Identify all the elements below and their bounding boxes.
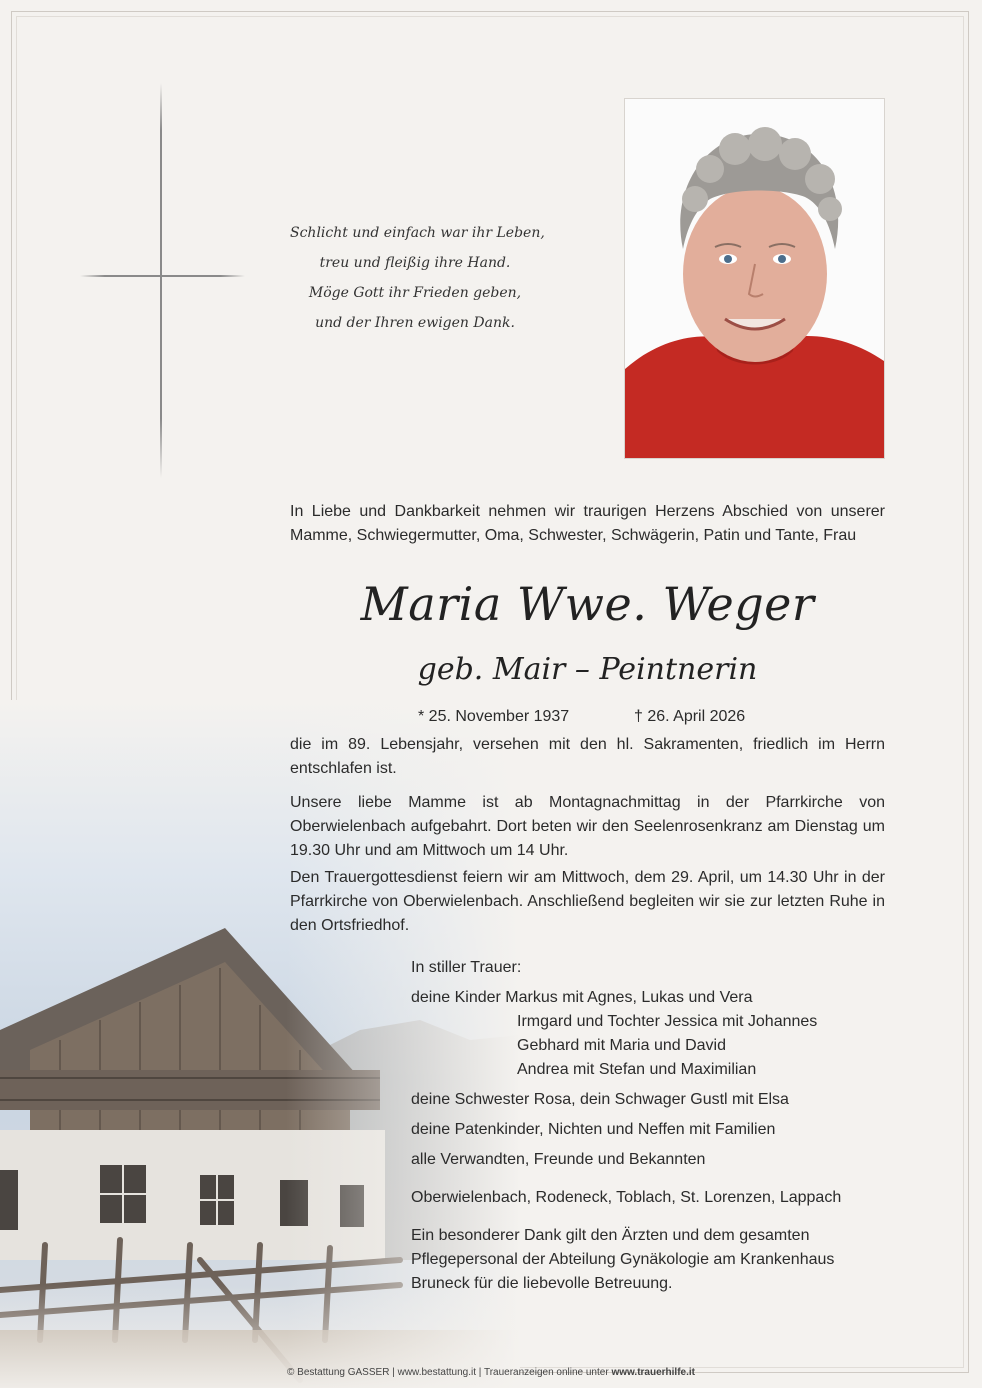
thanks-line: Ein besonderer Dank gilt den Ärzten und dem gesamten	[411, 1227, 810, 1244]
mourner-line: Gebhard mit Maria und David	[517, 1037, 726, 1054]
birth-date: * 25. November 1937	[418, 708, 570, 725]
mourner-line: Andrea mit Stefan und Maximilian	[517, 1061, 757, 1078]
poem-line: treu und fleißig ihre Hand.	[319, 255, 511, 271]
footer-site-link[interactable]: www.bestattung.it	[397, 1367, 476, 1378]
footer-online-link[interactable]: www.trauerhilfe.it	[611, 1367, 695, 1378]
mourners-heading: In stiller Trauer:	[411, 959, 522, 976]
mourner-line: Irmgard und Tochter Jessica mit Johannes	[517, 1013, 818, 1030]
poem-line: Möge Gott ihr Frieden geben,	[308, 285, 522, 301]
poem-line: und der Ihren ewigen Dank.	[315, 315, 515, 331]
mourner-line: alle Verwandten, Freunde und Bekannten	[411, 1151, 706, 1168]
mourners-list	[411, 956, 891, 1296]
cross-horizontal-beam	[80, 275, 245, 277]
portrait-photo	[624, 98, 885, 459]
death-date: † 26. April 2026	[634, 708, 746, 725]
mourner-line: deine Schwester Rosa, dein Schwager Gustl mit Elsa	[411, 1091, 789, 1108]
thanks-line: Pflegepersonal der Abteilung Gynäkologie am Krankenhaus	[411, 1251, 835, 1268]
footer: © Bestattung GASSER | www.bestattung.it | Traueranzeigen online unter www.trauerhilfe.it	[287, 1367, 695, 1378]
thanks-line: Bruneck für die liebevolle Betreuung.	[411, 1275, 673, 1292]
birth-name: geb. Mair – Peintnerin	[417, 652, 758, 687]
paragraph-funeral: Den Trauergottesdienst feiern wir am Mittwoch, dem 29. April, um 14.30 Uhr in der Pfarrkirche von Oberwielenbach. Anschließend begleiten wir sie zur letzten Ruhe in den Ortsfriedhof.	[290, 869, 885, 934]
cross-vertical-beam	[160, 83, 162, 478]
paragraph-passing: die im 89. Lebensjahr, versehen mit den hl. Sakramenten, friedlich im Herrn entschlafen ist.	[290, 736, 885, 777]
paragraph-viewing: Unsere liebe Mamme ist ab Montagnachmittag in der Pfarrkirche von Oberwielenbach aufgebahrt. Dort beten wir den Seelenrosenkranz am Dienstag um 19.30 Uhr und am Mittwoch um 14 Uhr.	[290, 794, 885, 859]
mourner-line: deine Patenkinder, Nichten und Neffen mit Familien	[411, 1121, 776, 1138]
places-line: Oberwielenbach, Rodeneck, Toblach, St. Lorenzen, Lappach	[411, 1189, 842, 1206]
intro-text: In Liebe und Dankbarkeit nehmen wir traurigen Herzens Abschied von unserer Mamme, Schwiegermutter, Oma, Schwester, Schwägerin, Patin und Tante, Frau	[290, 503, 885, 544]
deceased-name: Maria Wwe. Weger	[360, 577, 815, 631]
mourner-line: deine Kinder Markus mit Agnes, Lukas und Vera	[411, 989, 753, 1006]
footer-company: © Bestattung GASSER	[287, 1367, 390, 1378]
poem	[290, 218, 545, 338]
poem-line: Schlicht und einfach war ihr Leben,	[290, 225, 545, 241]
footer-note: Traueranzeigen online unter	[483, 1367, 609, 1378]
